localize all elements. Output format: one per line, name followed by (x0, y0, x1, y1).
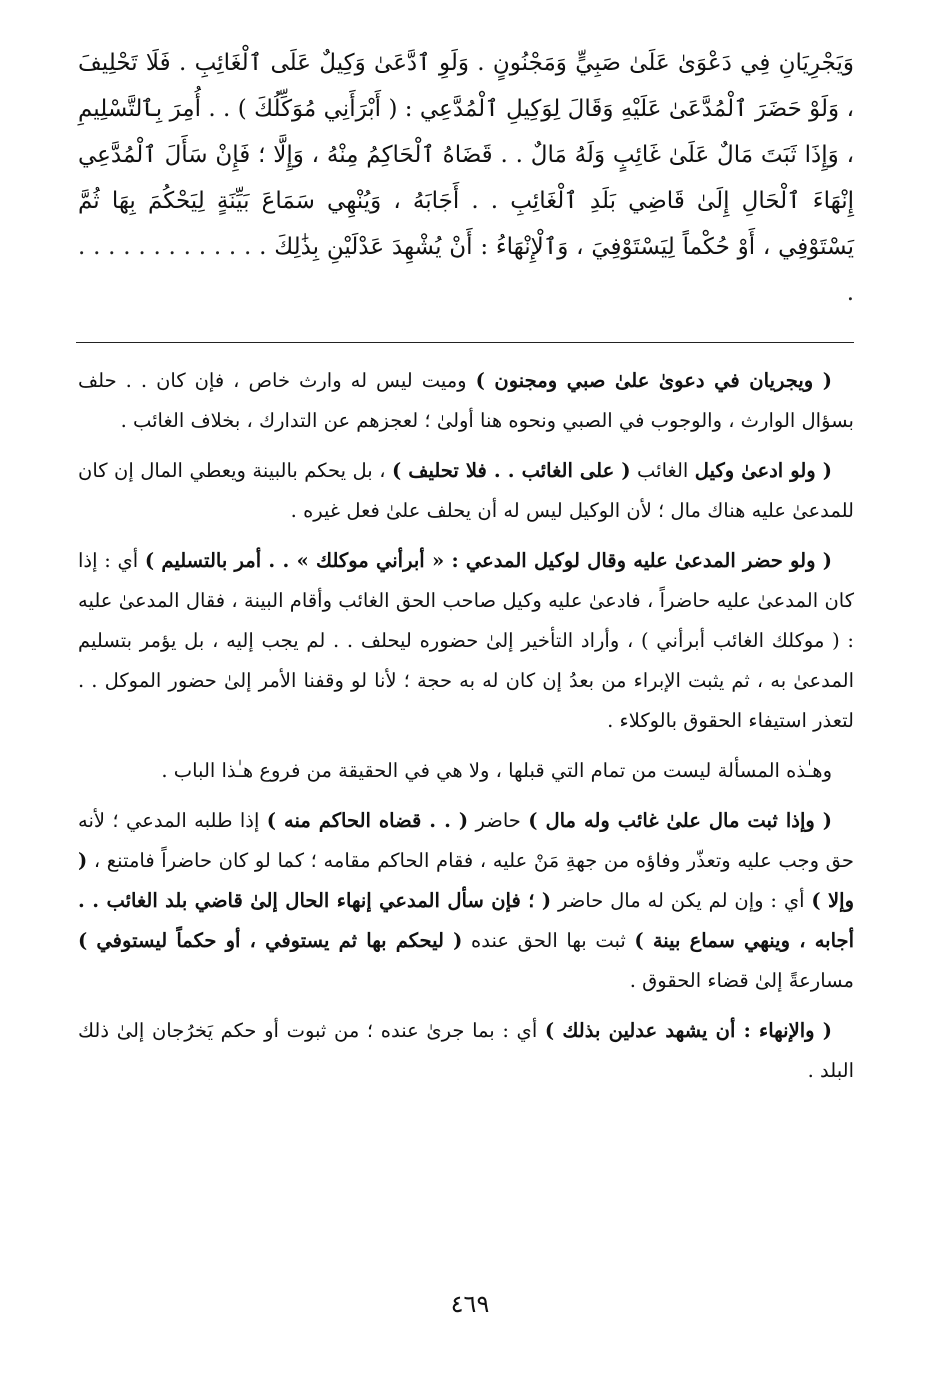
commentary-paragraph (78, 751, 854, 791)
commentary-text: الغائب (630, 459, 695, 482)
matn-text (78, 40, 854, 316)
commentary-text: إذا طلبه المدعي ؛ لأنه حق وجب عليه وتعذّر وفاؤه من جهةِ مَنْ عليه ، فقام الحاكم مقامه ؛ كما لو كان حاضراً فامتنع ، (78, 809, 854, 872)
matn-line: وَإِذَا ثَبَتَ مَالٌ عَلَىٰ غَائِبٍ وَلَهُ مَالٌ . . قَضَاهُ ٱلْحَاكِمُ مِنْهُ ، وَإِلَّا ؛ فَإِنْ سَأَلَ ٱلْمُدَّعِي إِنْهَاءَ (78, 142, 855, 214)
quoted-matn: ( ولو حضر المدعىٰ عليه وقال لوكيل المدعي : « أبرأني موكلك » . . أمر بالتسليم ) (144, 549, 832, 572)
quoted-matn: ( ؛ فإن سأل المدعي إنهاء الحال إلىٰ قاضي بلد الغائب . . أجابه ، وينهي سماع بينة ) (78, 889, 854, 952)
commentary-paragraph (78, 361, 854, 441)
commentary-paragraph (78, 1011, 854, 1091)
commentary-text: أي : وإن لم يكن له مال حاضر (551, 889, 812, 912)
commentary-text: ، بل يحكم بالبينة ويعطي المال إن كان للمدعىٰ عليه هناك مال ؛ لأن الوكيل ليس له أن يحلف علىٰ فعل غيره . (78, 459, 854, 522)
quoted-matn: ( والإنهاء : أن يشهد عدلين بذلك ) (544, 1019, 832, 1042)
quoted-matn: ( وإذا ثبت مال علىٰ غائب وله مال ) (528, 809, 832, 832)
quoted-matn: ( على الغائب . . فلا تحليف ) (391, 459, 631, 482)
quoted-matn: ( . . قضاه الحاكم منه ) (266, 809, 469, 832)
commentary-paragraph (78, 801, 854, 1001)
matn-line: ٱلْحَالِ إِلَىٰ قَاضِي بَلَدِ ٱلْغَائِبِ . . أَجَابَهُ ، وَيُنْهِي سَمَاعَ بَيِّنَةٍ لِيَحْكُمَ بِهَا ثُمَّ يَسْتَوْفِي ، أَوْ (78, 188, 854, 260)
quoted-matn: ( ويجريان في دعوىٰ علىٰ صبي ومجنون ) (475, 369, 832, 392)
quoted-matn: ( وإلا ) (78, 849, 854, 912)
commentary-paragraph (78, 451, 854, 531)
commentary-text: وهـٰذه المسألة ليست من تمام التي قبلها ، ولا هي في الحقيقة من فروع هـٰذا الباب . (161, 759, 832, 782)
page-number: ٤٦٩ (450, 1290, 490, 1318)
matn-line: وَلَوْ حَضَرَ ٱلْمُدَّعَىٰ عَلَيْهِ وَقَالَ لِوَكِيلِ ٱلْمُدَّعِي : ( أَبْرَأَنِي مُوَكِّلُكَ ) . . أُمِرَ بِٱلتَّسْلِيمِ ، (78, 96, 855, 168)
commentary-paragraph (78, 541, 854, 741)
commentary (78, 361, 854, 1091)
commentary-text: حاضر (468, 809, 529, 832)
quoted-matn: ( ولو ادعىٰ وكيل (694, 459, 832, 482)
commentary-text: أي : بما جرىٰ عنده ؛ من ثبوت أو حكم يَخرُجان إلىٰ ذلك البلد . (78, 1019, 854, 1082)
page (78, 40, 854, 1340)
divider-rule (76, 342, 854, 343)
quoted-matn: ( ليحكم بها ثم يستوفي ، أو حكماً ليستوفي ) (78, 929, 463, 952)
matn-line: حُكْماً لِيَسْتَوْفِيَ ، وَٱلْإِنْهَاءُ : أَنْ يُشْهِدَ عَدْلَيْنِ بِذَٰلِكَ . (259, 234, 730, 260)
commentary-text: مسارعةً إلىٰ قضاء الحقوق . (629, 969, 854, 992)
matn-line: وَيَجْرِيَانِ فِي دَعْوَىٰ عَلَىٰ صَبِيٍّ وَمَجْنُونٍ . وَلَوِ ٱدَّعَىٰ وَكِيلٌ عَلَى ٱلْغَائِبِ . فَلَا تَحْلِيفَ ، (78, 50, 854, 122)
matn-ellipsis-dots: . . . . . . . . . . . . . (78, 234, 854, 306)
commentary-text: أي : إذا كان المدعىٰ عليه حاضراً ، فادعىٰ عليه وكيل صاحب الحق الغائب وأقام البينة ، فقال المدعىٰ عليه : ( موكلك الغائب أبرأني ) ، وأراد التأخير إلىٰ حضوره ليحلف . . لم يجب إليه ، بل يؤمر بتسليم المدعىٰ به ، ثم يثبت الإبراء من بعدُ إن كان له به حجة ؛ لأنا لو وقفنا الأمر إلىٰ حضور الموكل . . لتعذر استيفاء الحقوق بالوكلاء . (78, 549, 854, 732)
commentary-text: ثبت بها الحق عنده (462, 929, 635, 952)
commentary-text: وميت ليس له وارث خاص ، فإن كان . . حلف بسؤال الوارث ، والوجوب في الصبي ونحوه هنا أولىٰ ؛ لعجزهم عن التدارك ، بخلاف الغائب . (78, 369, 854, 432)
